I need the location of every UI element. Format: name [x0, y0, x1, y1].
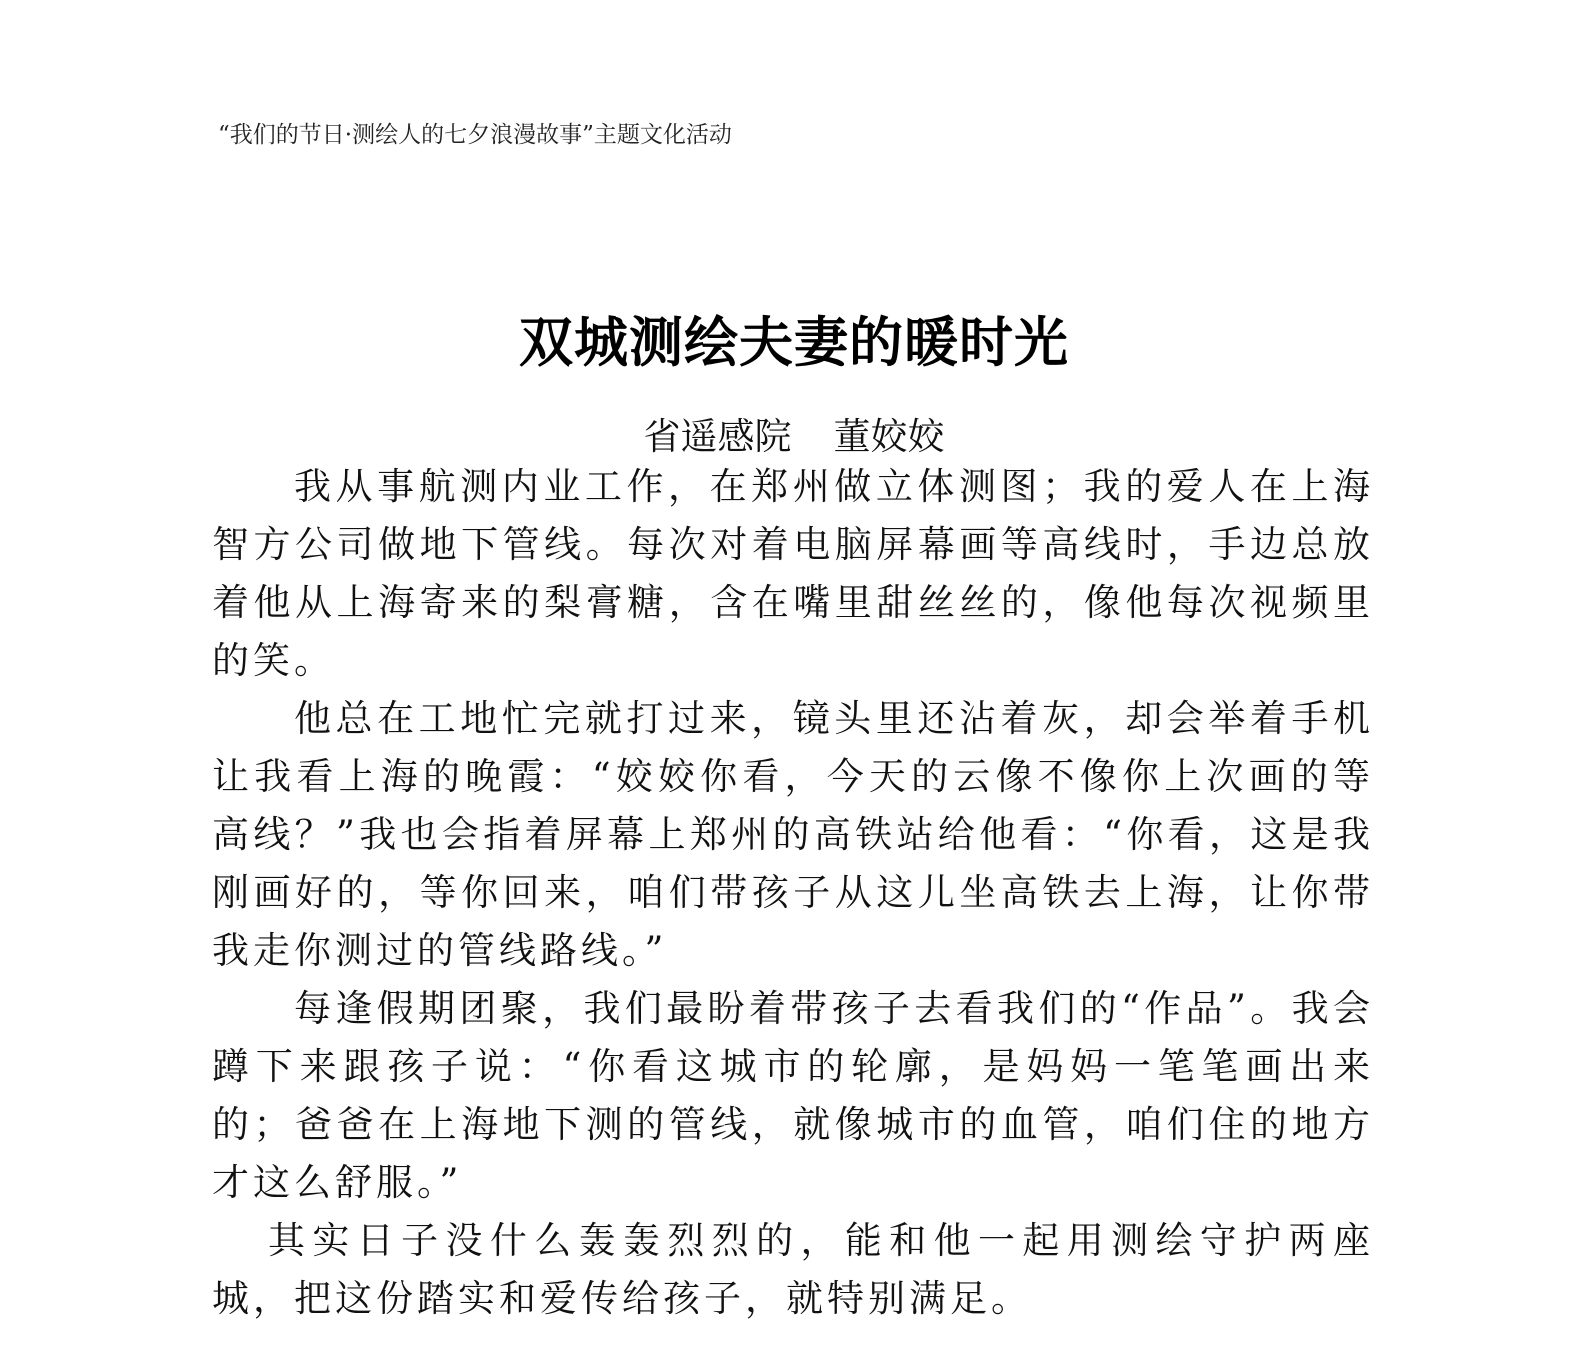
article-body	[212, 458, 1374, 1328]
author-organization: 省遥感院	[643, 415, 792, 458]
page-header: “我们的节日·测绘人的七夕浪漫故事”主题文化活动	[218, 122, 732, 148]
paragraph: 我从事航测内业工作，在郑州做立体测图；我的爱人在上海智方公司做地下管线。每次对着电脑屏幕画等高线时，手边总放着他从上海寄来的梨膏糖，含在嘴里甜丝丝的，像他每次视频里的笑。	[212, 465, 1374, 682]
paragraph: 他总在工地忙完就打过来，镜头里还沾着灰，却会举着手机让我看上海的晚霞：“姣姣你看，今天的云像不像你上次画的等高线？”我也会指着屏幕上郑州的高铁站给他看：“你看，这是我刚画好的，等你回来，咱们带孩子从这儿坐高铁去上海，让你带我走你测过的管线路线。”	[212, 697, 1374, 972]
author-name: 董姣姣	[833, 415, 945, 458]
author-byline	[0, 406, 1588, 460]
article-title: 双城测绘夫妻的暖时光	[519, 310, 1069, 374]
paragraph: 其实日子没什么轰轰烈烈的，能和他一起用测绘守护两座城，把这份踏实和爱传给孩子，就特别满足。	[212, 1219, 1374, 1320]
paragraph: 每逢假期团聚，我们最盼着带孩子去看我们的“作品”。我会蹲下来跟孩子说：“你看这城市的轮廓，是妈妈一笔笔画出来的；爸爸在上海地下测的管线，就像城市的血管，咱们住的地方才这么舒服。”	[212, 987, 1374, 1204]
